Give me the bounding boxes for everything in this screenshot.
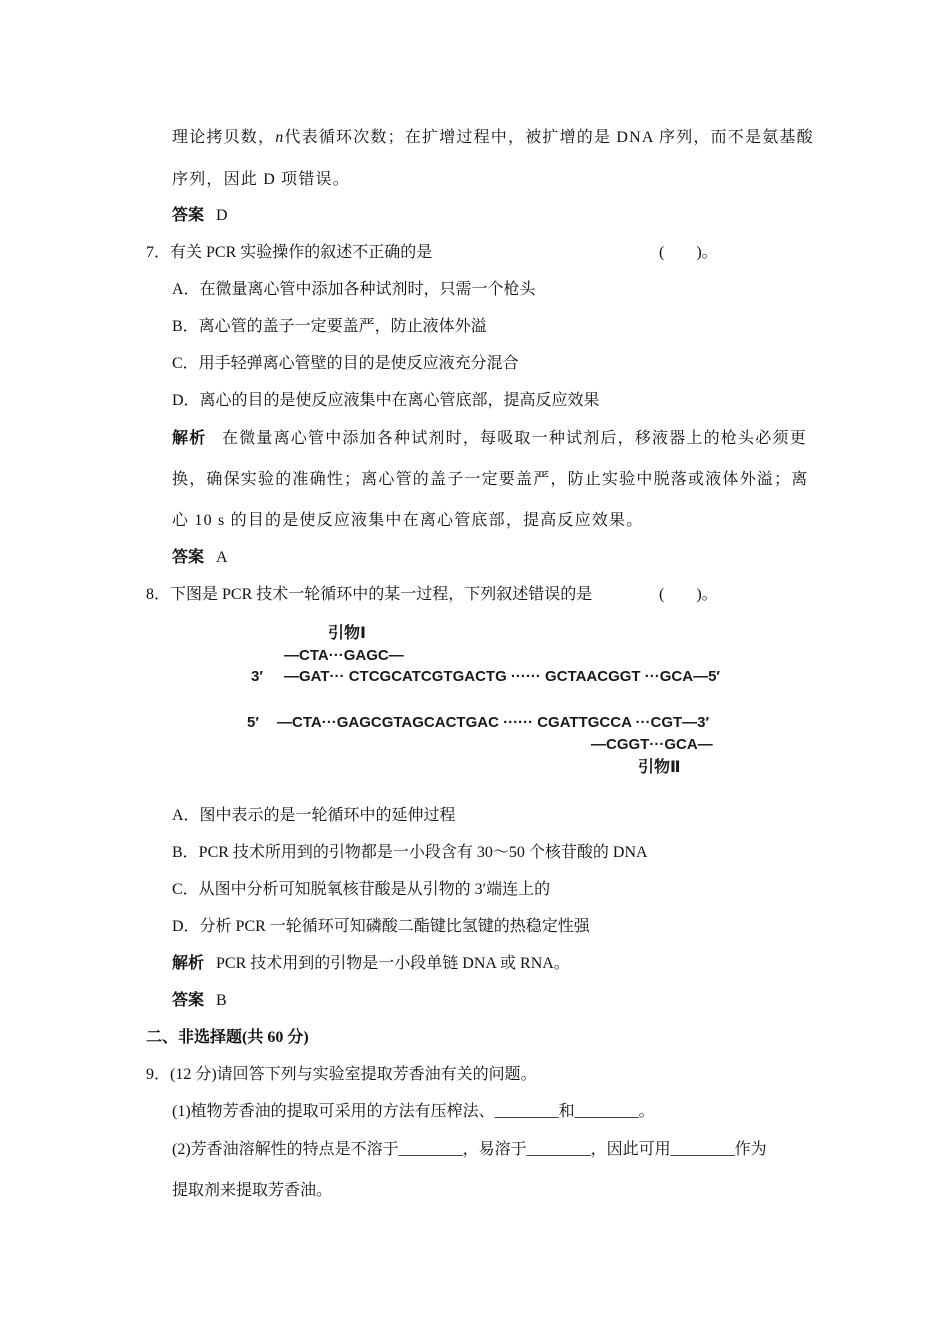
analysis-text: 代表循环次数；在扩增过程中，被扩增的是 DNA 序列，而不是氨基酸 [284,129,814,146]
question-7-option-d: D．离心的目的是使反应液集中在离心管底部，提高反应效果 [172,392,600,409]
answer-7 [172,548,228,568]
analysis-label: 解析 [172,955,205,972]
question-8-option-a: A．图中表示的是一轮循环中的延伸过程 [172,807,456,824]
question-7-option-b: B．离心管的盖子一定要盖严，防止液体外溢 [172,318,487,335]
primer-2-sequence: —CGGT···GCA— [591,736,713,753]
analysis-text: 理论拷贝数， [172,129,276,146]
top-strand-sequence: —GAT··· CTCGCATCGTGACTG ······ GCTAACGGT ···GCA—5′ [284,668,721,685]
question-9-part-2-line-1: (2)芳香油溶解性的特点是不溶于________，易溶于________，因此可用________作为 [172,1141,767,1158]
question-7-option-c: C．用手轻弹离心管壁的目的是使反应液充分混合 [172,355,519,372]
variable-n: n [275,129,285,146]
answer-value: B [216,992,227,1009]
bottom-strand-end-label: 5′ [247,714,259,731]
question-9-part-2-line-2: 提取剂来提取芳香油。 [172,1182,333,1199]
question-7-analysis-line-2: 换，确保实验的准确性；离心管的盖子一定要盖严，防止实验中脱落或液体外溢；离 [172,471,809,488]
question-8-option-c: C．从图中分析可知脱氧核苷酸是从引物的 3′端连上的 [172,881,551,898]
question-7-bracket: ( )。 [659,244,718,261]
question-7-option-a: A．在微量离心管中添加各种试剂时，只需一个枪头 [172,281,536,298]
question-8-bracket: ( )。 [659,586,718,603]
analysis-text: 在微量离心管中添加各种试剂时，每吸取一种试剂后，移液器上的枪头必须更 [222,430,807,447]
analysis-text: PCR 技术用到的引物是一小段单链 DNA 或 RNA。 [216,955,570,972]
question-7-analysis-line-1 [172,429,807,449]
answer-value: D [216,207,228,224]
answer-label: 答案 [172,992,205,1009]
primer-1-sequence: —CTA···GAGC— [284,647,404,664]
answer-8 [172,991,227,1011]
section-2-title: 二、非选择题(共 60 分) [146,1029,309,1046]
primer-2-label: 引物Ⅱ [638,759,681,776]
question-9-part-1: (1)植物芳香油的提取可采用的方法有压榨法、________和________。 [172,1103,655,1120]
question-7-analysis-line-3: 心 10 s 的目的是使反应液集中在离心管底部，提高反应效果。 [172,512,644,529]
primer-1-label: 引物Ⅰ [328,625,366,642]
question-8-option-b: B．PCR 技术所用到的引物都是一小段含有 30～50 个核苷酸的 DNA [172,844,648,861]
answer-6 [172,206,228,226]
top-strand-end-label: 3′ [251,668,263,685]
question-8-stem: 8．下图是 PCR 技术一轮循环中的某一过程，下列叙述错误的是 [146,586,593,603]
question-7-stem: 7．有关 PCR 实验操作的叙述不正确的是 [146,244,433,261]
answer-label: 答案 [172,207,205,224]
question-8-option-d: D．分析 PCR 一轮循环可知磷酸二酯键比氢键的热稳定性强 [172,918,590,935]
bottom-strand-sequence: —CTA···GAGCGTAGCACTGAC ······ CGATTGCCA ···CGT—3′ [277,714,710,731]
answer-value: A [216,549,228,566]
answer-label: 答案 [172,549,205,566]
question-9-stem: 9．(12 分)请回答下列与实验室提取芳香油有关的问题。 [146,1066,537,1083]
analysis-continuation-line-2: 序列，因此 D 项错误。 [172,171,350,188]
analysis-label: 解析 [172,430,207,447]
analysis-continuation-line-1 [172,128,814,148]
question-8-analysis [172,954,570,974]
